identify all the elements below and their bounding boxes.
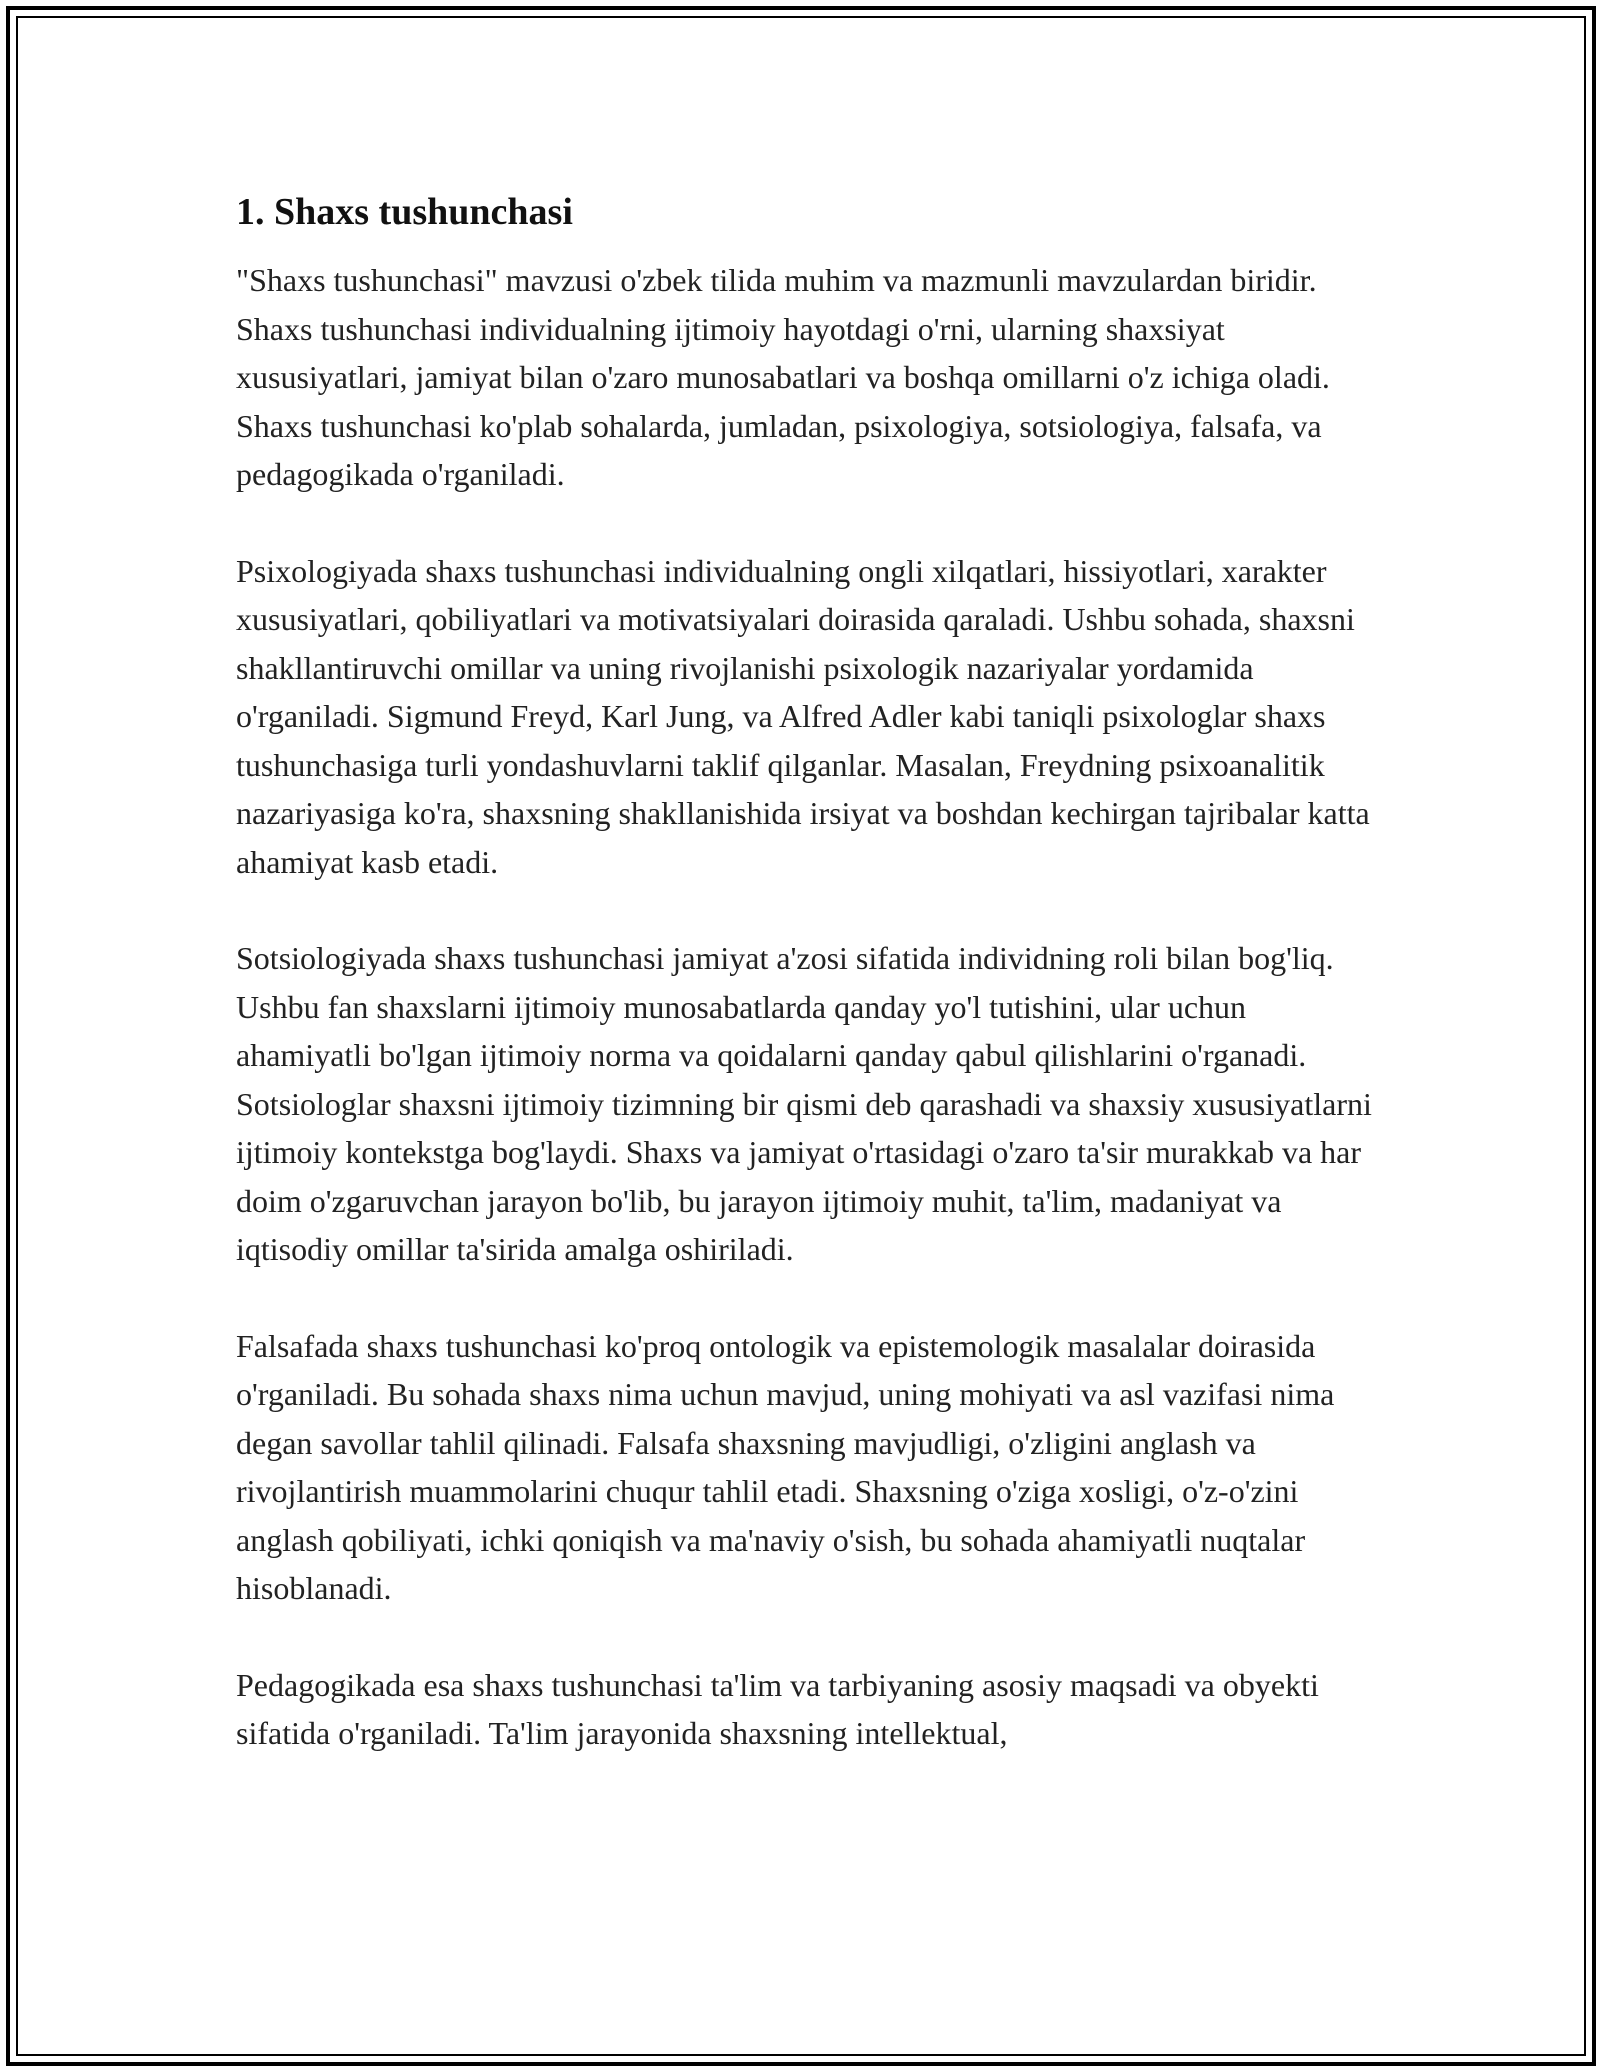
paragraph-pedagogy: Pedagogikada esa shaxs tushunchasi ta'lim va tarbiyaning asosiy maqsadi va obyekti sifatida o'rganiladi. Ta'lim jarayonida shaxsning intellektual, [236, 1666, 1319, 1751]
paragraph-psychology: Psixologiyada shaxs tushunchasi individualning ongli xilqatlari, hissiyotlari, xarakter xususiyatlari, qobiliyatlari va motivatsiyalari doirasida qaraladi. Ushbu sohada, shaxsni shakllantiruvchi omillar va uning rivojlanishi psixologik nazariyalar yordamida o'rganiladi. Sigmund Freyd, Karl Jung, va Alfred Adler kabi taniqli psixologlar shaxs tushunchasiga turli yondashuvlarni taklif qilganlar. Masalan, Freydning psixoanalitik nazariyasiga ko'ra, shaxsning shakllanishida irsiyat va boshdan kechirgan tajribalar katta ahamiyat kasb etadi. [236, 552, 1370, 880]
paragraph-sociology: Sotsiologiyada shaxs tushunchasi jamiyat a'zosi sifatida individning roli bilan bog'liq. Ushbu fan shaxslarni ijtimoiy munosabatlarda qanday yo'l tutishini, ular uchun ahamiyatli bo'lgan ijtimoiy norma va qoidalarni qanday qabul qilishlarini o'rganadi. Sotsiologlar shaxsni ijtimoiy tizimning bir qismi deb qarashadi va shaxsiy xususiyatlarni ijtimoiy kontekstga bog'laydi. Shaxs va jamiyat o'rtasidagi o'zaro ta'sir murakkab va har doim o'zgaruvchan jarayon bo'lib, bu jarayon ijtimoiy muhit, ta'lim, madaniyat va iqtisodiy omillar ta'sirida amalga oshiriladi. [236, 940, 1372, 1267]
paragraph-intro: "Shaxs tushunchasi" mavzusi o'zbek tilida muhim va mazmunli mavzulardan biridir. Shaxs tushunchasi individualning ijtimoiy hayotdagi o'rni, ularning shaxsiyat xususiyatlari, jamiyat bilan o'zaro munosabatlari va boshqa omillarni o'z ichiga oladi. Shaxs tushunchasi ko'plab sohalarda, jumladan, psixologiya, sotsiologiya, falsafa, va pedagogikada o'rganiladi. [236, 262, 1330, 492]
paragraph-philosophy: Falsafada shaxs tushunchasi ko'proq ontologik va epistemologik masalalar doirasida o'rganiladi. Bu sohada shaxs nima uchun mavjud, uning mohiyati va asl vazifasi nima degan savollar tahlil qilinadi. Falsafa shaxsning mavjudligi, o'zligini anglash va rivojlantirish muammolarini chuqur tahlil etadi. Shaxsning o'ziga xosligi, o'z-o'zini anglash qobiliyati, ichki qoniqish va ma'naviy o'sish, bu sohada ahamiyatli nuqtalar hisoblanadi. [236, 1327, 1335, 1606]
section-heading: 1. Shaxs tushunchasi [236, 191, 573, 233]
document-body [236, 188, 1386, 1806]
